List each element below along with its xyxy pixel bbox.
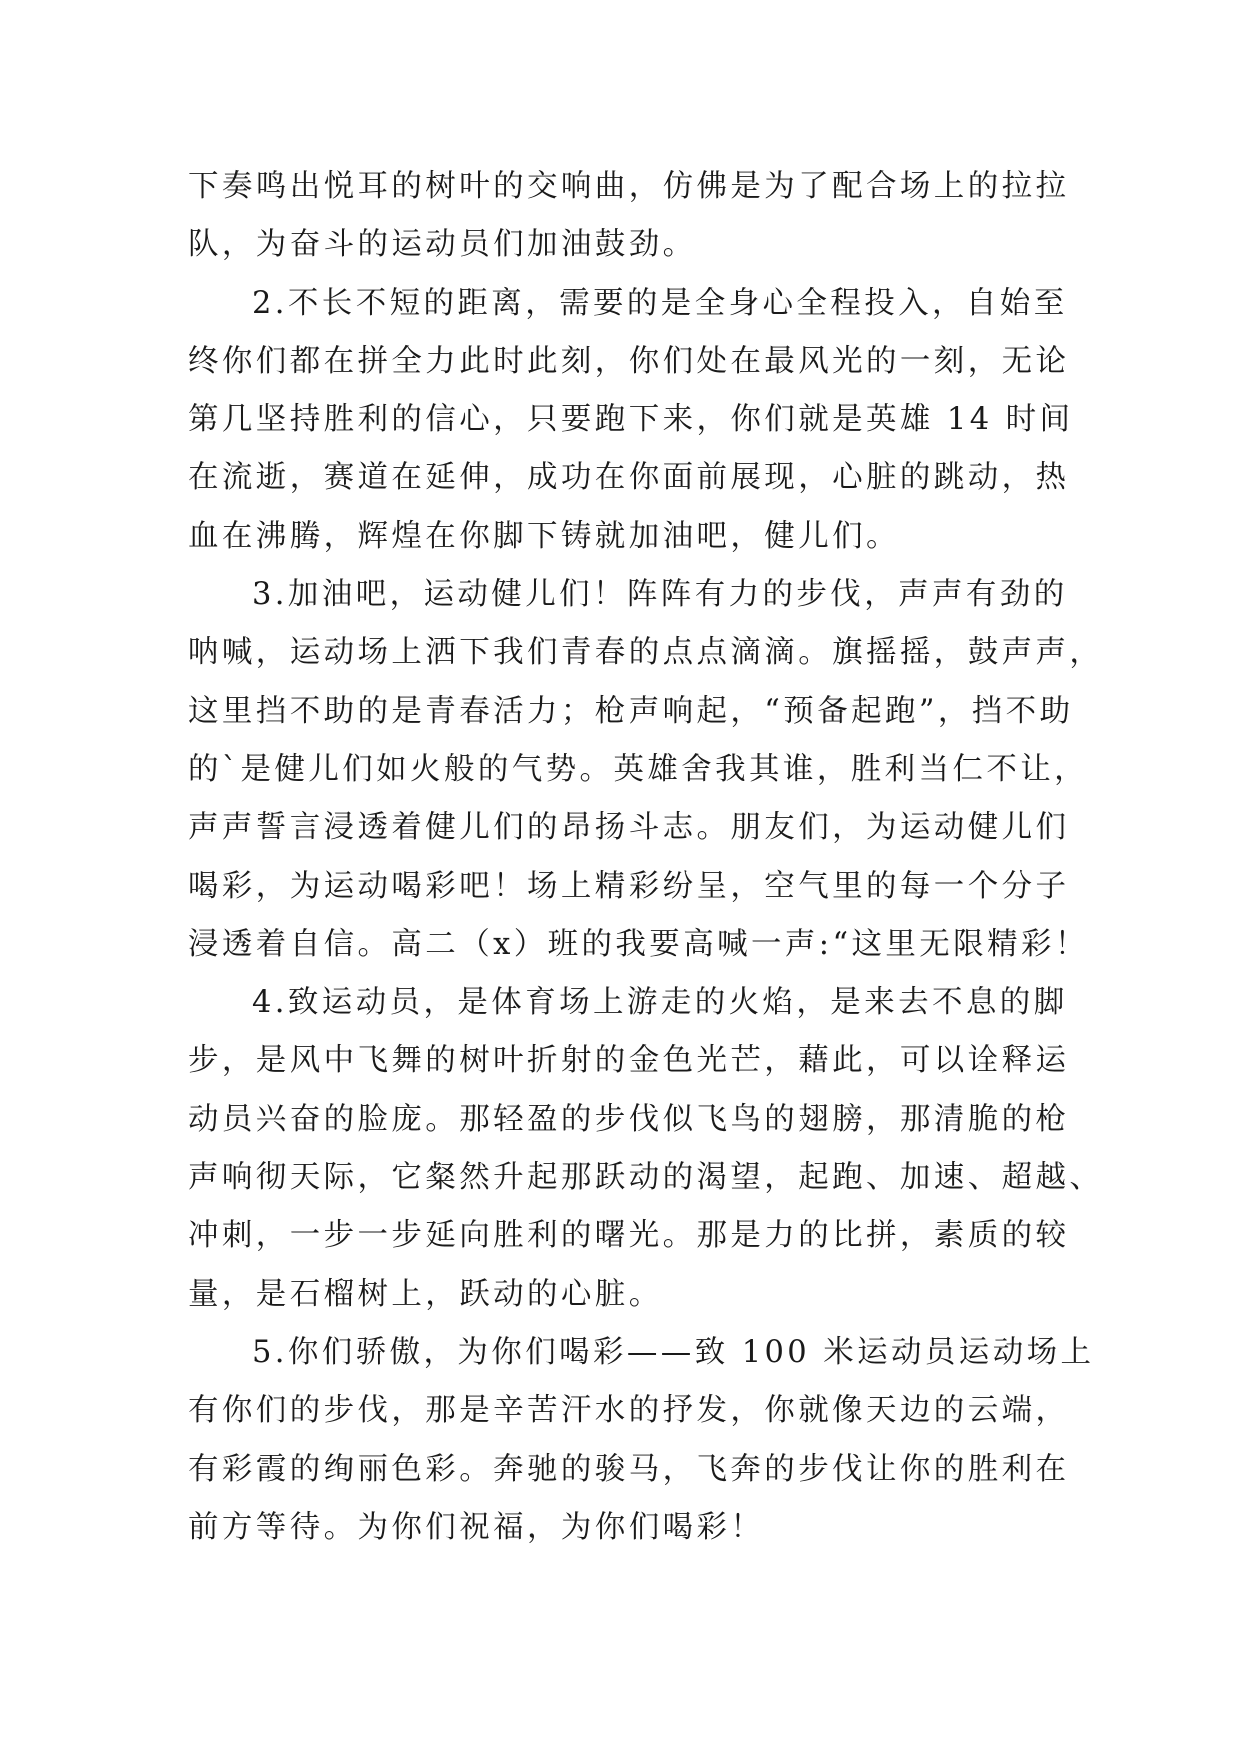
text-line: 浸透着自信。高二（x）班的我要高喊一声:“这里无限精彩！ xyxy=(188,926,1089,962)
paragraph-start-line: 3.加油吧，运动健儿们！阵阵有力的步伐，声声有劲的 xyxy=(252,577,1068,613)
paragraph-start-line: 4.致运动员，是体育场上游走的火焰，是来去不息的脚 xyxy=(252,985,1068,1021)
text-line: 这里挡不助的是青春活力；枪声响起，“预备起跑”，挡不助 xyxy=(188,693,1074,729)
text-line: 声声誓言浸透着健儿们的昂扬斗志。朋友们，为运动健儿们 xyxy=(188,810,1070,846)
text-line: 喝彩，为运动喝彩吧！场上精彩纷呈，空气里的每一个分子 xyxy=(188,868,1070,904)
text-line: 有你们的步伐，那是辛苦汗水的抒发，你就像天边的云端， xyxy=(188,1393,1070,1429)
text-line: 有彩霞的绚丽色彩。奔驰的骏马，飞奔的步伐让你的胜利在 xyxy=(188,1451,1070,1487)
text-line: 终你们都在拼全力此时此刻，你们处在最风光的一刻，无论 xyxy=(188,343,1070,379)
text-line: 在流逝，赛道在延伸，成功在你面前展现，心脏的跳动，热 xyxy=(188,460,1070,496)
text-line: 队，为奋斗的运动员们加油鼓劲。 xyxy=(188,227,697,263)
text-line: 的`是健儿们如火般的气势。英雄舍我其谁，胜利当仁不让， xyxy=(188,751,1089,787)
text-line: 冲刺，一步一步延向胜利的曙光。那是力的比拼，素质的较 xyxy=(188,1218,1070,1254)
text-line: 声响彻天际，它粲然升起那跃动的渴望，起跑、加速、超越、 xyxy=(188,1160,1104,1196)
document-body xyxy=(188,158,1104,1557)
text-line: 步，是风中飞舞的树叶折射的金色光芒，藉此，可以诠释运 xyxy=(188,1043,1070,1079)
text-line: 下奏鸣出悦耳的树叶的交响曲，仿佛是为了配合场上的拉拉 xyxy=(188,169,1070,204)
text-line: 前方等待。为你们祝福，为你们喝彩！ xyxy=(188,1509,765,1545)
text-line: 第几坚持胜利的信心，只要跑下来，你们就是英雄 14 时间 xyxy=(188,402,1074,438)
text-line: 呐喊，运动场上洒下我们青春的点点滴滴。旗摇摇，鼓声声， xyxy=(188,635,1104,671)
paragraph-start-line: 5.你们骄傲，为你们喝彩——致 100 米运动员运动场上 xyxy=(252,1334,1095,1370)
paragraph-start-line: 2.不长不短的距离，需要的是全身心全程投入，自始至 xyxy=(252,285,1068,321)
text-line: 动员兴奋的脸庞。那轻盈的步伐似飞鸟的翅膀，那清脆的枪 xyxy=(188,1101,1070,1137)
text-line: 量，是石榴树上，跃动的心脏。 xyxy=(188,1276,663,1312)
text-line: 血在沸腾，辉煌在你脚下铸就加油吧，健儿们。 xyxy=(188,518,900,554)
